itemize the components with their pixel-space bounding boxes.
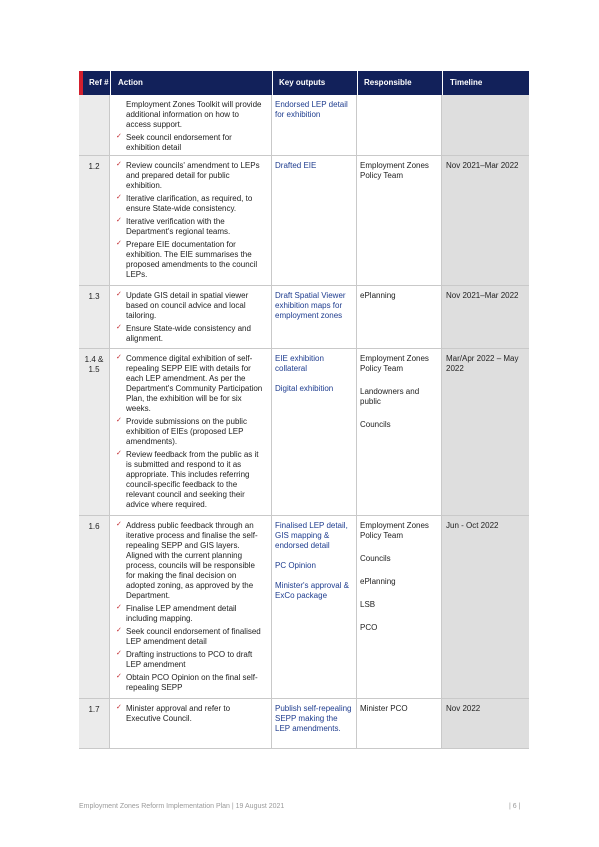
timeline-cell (442, 349, 529, 515)
key-output: Endorsed LEP detail for exhibition (275, 100, 348, 119)
action-cell (110, 699, 271, 748)
action-cell (110, 286, 271, 348)
key-output: PC Opinion (275, 561, 316, 570)
column-divider (441, 349, 442, 515)
column-divider (109, 95, 110, 155)
header-timeline: Timeline (450, 78, 483, 87)
action-item: ✓ Iterative verification with the Department's regional teams. (116, 217, 265, 237)
header-divider (272, 71, 273, 95)
responsible-party: Employment Zones Policy Team (360, 521, 429, 540)
key-outputs-cell (272, 699, 356, 748)
action-item: ✓ Seek council endorsement of finalised LEP amendment detail (116, 627, 265, 647)
header-key-outputs: Key outputs (279, 78, 326, 87)
column-divider (356, 516, 357, 698)
responsible-party: PCO (360, 623, 378, 632)
key-outputs-cell (272, 286, 356, 348)
column-divider (356, 95, 357, 155)
table-body (79, 95, 529, 749)
responsible-party: LSB (360, 600, 376, 609)
responsible-party: ePlanning (360, 577, 396, 586)
responsible-cell (357, 286, 441, 348)
responsible-party: Employment Zones Policy Team (360, 354, 429, 373)
timeline-value: Nov 2021–Mar 2022 (446, 291, 519, 300)
footer-title: Employment Zones Reform Implementation Plan | 19 August 2021 (79, 803, 285, 810)
action-item: ✓ Drafting instructions to PCO to draft LEP amendment (116, 650, 265, 670)
column-divider (271, 349, 272, 515)
column-divider (356, 349, 357, 515)
responsible-party: Employment Zones Policy Team (360, 161, 429, 180)
action-item: ✓ Address public feedback through an iterative process and finalise the self-repealing SEPP and GIS layers. Aligned with the current planning process, councils will be responsible for making the final decision on adopted zoning, as approved by the Department. (116, 521, 265, 601)
responsible-cell (357, 516, 441, 698)
timeline-cell (442, 156, 529, 285)
responsible-party: Landowners and public (360, 387, 420, 406)
responsible-cell (357, 349, 441, 515)
key-output: Publish self-repealing SEPP making the LEP amendments. (275, 704, 352, 733)
ref-cell: 1.6 (79, 516, 109, 698)
key-outputs-cell (272, 95, 356, 155)
column-divider (109, 516, 110, 698)
timeline-value: Mar/Apr 2022 – May 2022 (446, 354, 519, 373)
column-divider (271, 516, 272, 698)
table-row (79, 349, 529, 516)
action-cell (110, 516, 271, 698)
timeline-cell (442, 699, 529, 748)
table-row (79, 516, 529, 699)
ref-cell: 1.3 (79, 286, 109, 348)
key-output: Drafted EIE (275, 161, 317, 170)
column-divider (441, 286, 442, 348)
implementation-table (79, 71, 529, 749)
key-output: EIE exhibition collateral (275, 354, 324, 373)
column-divider (109, 286, 110, 348)
header-action: Action (118, 78, 143, 87)
key-outputs-cell (272, 349, 356, 515)
action-item: ✓ Minister approval and refer to Executive Council. (116, 704, 265, 724)
action-cell (110, 349, 271, 515)
table-row (79, 286, 529, 349)
responsible-party: Councils (360, 554, 391, 563)
header-responsible: Responsible (364, 78, 412, 87)
column-divider (271, 286, 272, 348)
action-item: Employment Zones Toolkit will provide additional information on how to access support. (126, 100, 262, 129)
column-divider (441, 156, 442, 285)
key-output: Draft Spatial Viewer exhibition maps for employment zones (275, 291, 346, 320)
column-divider (441, 95, 442, 155)
action-item: ✓ Review feedback from the public as it is submitted and respond to it as appropriate. This includes referring council-specific feedback to the relevant council and seeking their advice where required. (116, 450, 265, 510)
table-row (79, 156, 529, 286)
action-item: ✓ Obtain PCO Opinion on the final self-repealing SEPP (116, 673, 265, 693)
column-divider (441, 516, 442, 698)
column-divider (109, 349, 110, 515)
action-item: ✓ Review councils' amendment to LEPs and prepared detail for public exhibition. (116, 161, 265, 191)
timeline-cell (442, 516, 529, 698)
column-divider (271, 95, 272, 155)
responsible-party: Councils (360, 420, 391, 429)
ref-cell: 1.2 (79, 156, 109, 285)
action-cell (110, 156, 271, 285)
ref-cell: 1.7 (79, 699, 109, 748)
action-item: ✓ Commence digital exhibition of self-repealing SEPP EIE with details for each LEP amendment. As per the Department's Community Participation Plan, the exhibition will be for six weeks. (116, 354, 265, 414)
key-output: Minister's approval & ExCo package (275, 581, 349, 600)
header-divider (442, 71, 443, 95)
action-item: ✓ Iterative clarification, as required, to ensure State-wide consistency. (116, 194, 265, 214)
responsible-cell (357, 95, 441, 155)
key-output: Digital exhibition (275, 384, 334, 393)
responsible-cell (357, 699, 441, 748)
column-divider (109, 156, 110, 285)
action-item: ✓ Update GIS detail in spatial viewer based on council advice and local tailoring. (116, 291, 265, 321)
ref-cell: 1.4 & 1.5 (79, 349, 109, 515)
table-row (79, 699, 529, 749)
table-row (79, 95, 529, 156)
action-item: ✓ Finalise LEP amendment detail including mapping. (116, 604, 265, 624)
action-cell (110, 95, 271, 155)
column-divider (441, 699, 442, 748)
responsible-party: Minister PCO (360, 704, 408, 713)
header-ref: Ref # (89, 78, 109, 87)
column-divider (271, 699, 272, 748)
action-item: ✓ Seek council endorsement for exhibition detail (116, 133, 265, 153)
action-item: ✓ Ensure State-wide consistency and alignment. (116, 324, 265, 344)
timeline-cell (442, 95, 529, 155)
key-outputs-cell (272, 516, 356, 698)
key-outputs-cell (272, 156, 356, 285)
action-item: ✓ Provide submissions on the public exhibition of EIEs (proposed LEP amendments). (116, 417, 265, 447)
responsible-party: ePlanning (360, 291, 396, 300)
action-item: ✓ Prepare EIE documentation for exhibition. The EIE summarises the proposed amendments to the council LEPs. (116, 240, 265, 280)
column-divider (356, 699, 357, 748)
column-divider (271, 156, 272, 285)
header-divider (357, 71, 358, 95)
page-number: | 6 | (509, 803, 521, 810)
column-divider (356, 156, 357, 285)
timeline-value: Nov 2022 (446, 704, 481, 713)
responsible-cell (357, 156, 441, 285)
header-divider (110, 71, 111, 95)
table-header (79, 71, 529, 95)
key-output: Finalised LEP detail, GIS mapping & endorsed detail (275, 521, 348, 550)
ref-cell (79, 95, 109, 155)
timeline-value: Nov 2021–Mar 2022 (446, 161, 519, 170)
timeline-value: Jun - Oct 2022 (446, 521, 499, 530)
column-divider (109, 699, 110, 748)
column-divider (356, 286, 357, 348)
timeline-cell (442, 286, 529, 348)
